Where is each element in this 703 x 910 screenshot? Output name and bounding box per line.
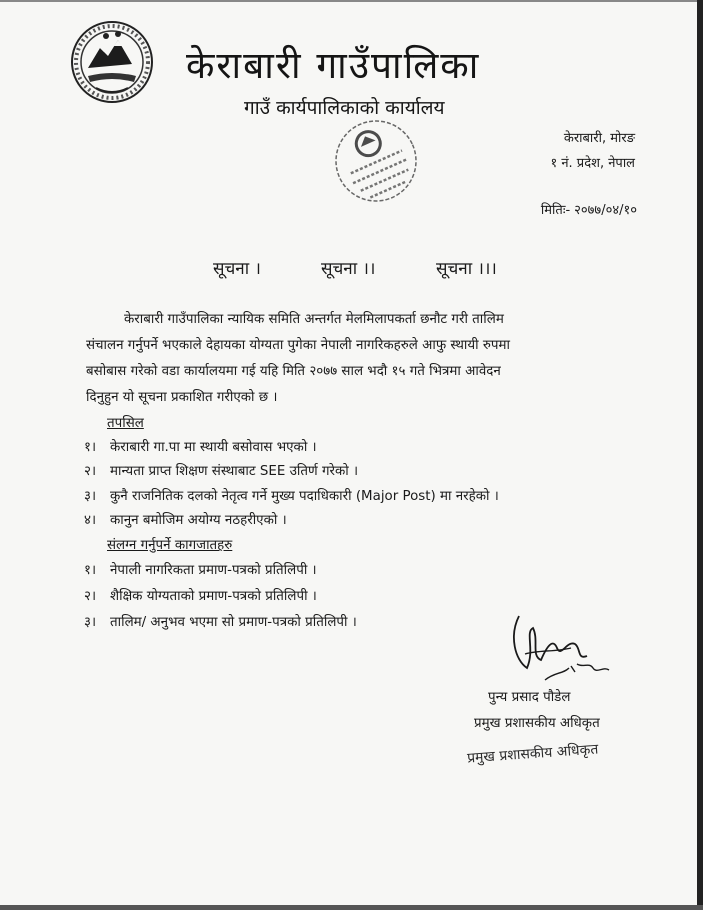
- notice-heading-1: सूचना ।: [213, 259, 261, 279]
- office-subtitle: गाउँ कार्यपालिकाको कार्यालय: [244, 97, 445, 119]
- municipality-emblem-icon: [66, 18, 158, 106]
- notice-heading-2: सूचना ।।: [321, 259, 376, 279]
- office-seal-icon: [324, 112, 428, 210]
- date-value: २०७७/०४/१०: [574, 203, 637, 218]
- signature: [505, 610, 615, 690]
- item-number: १।: [84, 563, 97, 578]
- body-line-2: संचालन गर्नुपर्ने भएकाले देहायका योग्यता पुगेका नेपाली नागरिकहरुले आफु स्थायी रुपमा: [86, 338, 510, 353]
- item-text: मान्यता प्राप्त शिक्षण संस्थाबाट SEE उतिर्ण गरेको ।: [110, 464, 359, 479]
- item-number: ३।: [84, 489, 97, 504]
- requirement-item: [84, 486, 499, 504]
- item-number: १।: [84, 440, 97, 455]
- item-text: तालिम/ अनुभव भएमा सो प्रमाण-पत्रको प्रतिलिपी ।: [110, 615, 357, 630]
- attachment-item: [84, 560, 317, 578]
- scan-edge-bottom: [0, 905, 703, 910]
- item-number: ३।: [84, 615, 97, 630]
- signatory-post: प्रमुख प्रशासकीय अधिकृत: [474, 716, 600, 731]
- requirement-item: [84, 510, 287, 528]
- body-line-4: दिनुहुन यो सूचना प्रकाशित गरीएको छ ।: [86, 390, 278, 405]
- date-line: [541, 200, 637, 218]
- item-number: २।: [84, 464, 97, 479]
- scan-edge-right: [697, 0, 703, 910]
- body-line-3: बसोबास गरेको वडा कार्यालयमा गई यहि मिति २०७७ साल भदौ १५ गते भित्रमा आवेदन: [86, 364, 501, 379]
- address-line-1: केराबारी, मोरङ: [563, 131, 635, 146]
- item-number: २।: [84, 589, 97, 604]
- attachment-item: [84, 586, 317, 604]
- body-line-1: केराबारी गाउँपालिका न्यायिक समिति अन्तर्गत मेलमिलापकर्ता छनौट गरी तालिम: [124, 312, 504, 327]
- item-text: शैक्षिक योग्यताको प्रमाण-पत्रको प्रतिलिपी ।: [110, 589, 317, 604]
- date-label: मितिः-: [540, 203, 571, 218]
- notice-heading-3: सूचना ।।।: [436, 259, 497, 279]
- item-number: ४।: [84, 513, 97, 528]
- item-text: कानुन बमोजिम अयोग्य नठहरीएको ।: [110, 513, 287, 528]
- item-text: कुनै राजनितिक दलको नेतृत्व गर्ने मुख्य पदाधिकारी (Major Post) मा नरहेको ।: [110, 489, 499, 504]
- requirement-item: [84, 437, 317, 455]
- page-title: केराबारी गाउँपालिका: [186, 44, 481, 87]
- requirement-item: [84, 461, 358, 479]
- item-text: केराबारी गा.पा मा स्थायी बसोवास भएको ।: [110, 440, 317, 455]
- item-text: नेपाली नागरिकता प्रमाण-पत्रको प्रतिलिपी ।: [110, 563, 317, 578]
- scan-edge-top: [0, 0, 703, 2]
- requirements-title: तपसिल: [107, 416, 144, 431]
- attachment-item: [84, 612, 357, 630]
- designation-stamp: प्रमुख प्रशासकीय अधिकृत: [466, 741, 599, 767]
- signatory-name: पुन्य प्रसाद पौडेल: [488, 690, 571, 705]
- attachments-title: संलग्न गर्नुपर्ने कागजातहरु: [107, 538, 233, 553]
- address-line-2: १ नं. प्रदेश, नेपाल: [550, 156, 635, 171]
